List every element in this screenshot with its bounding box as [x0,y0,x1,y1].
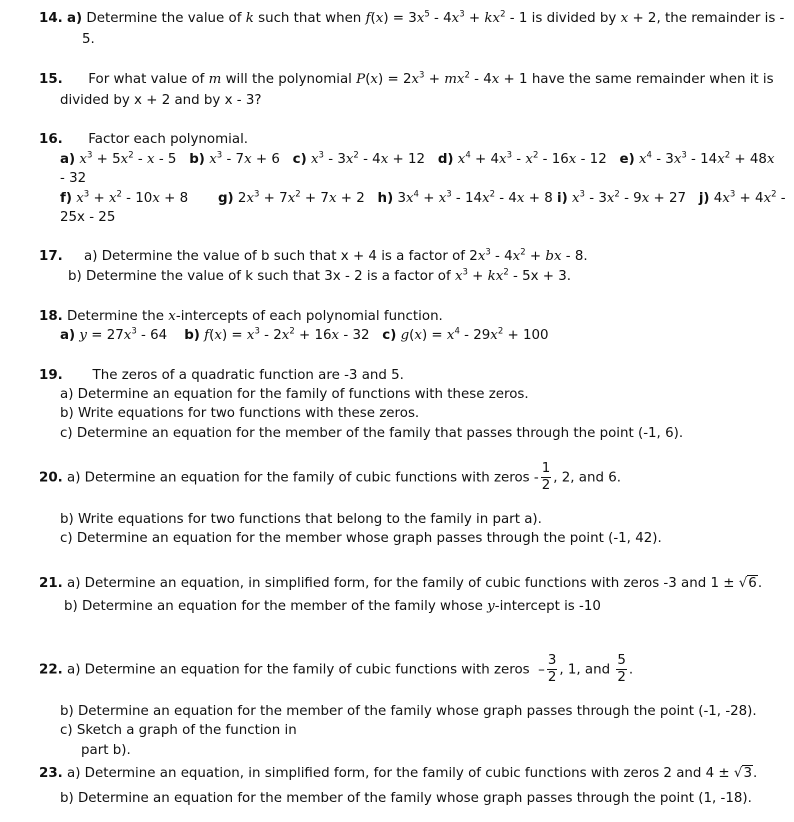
question-21-line-a: 21. a) Determine an equation, in simplified form, for the family of cubic functions with zeros -3 and 1 ± √6. [39,576,763,591]
question-23-line-a: 23. a) Determine an equation, in simplified form, for the family of cubic functions with zeros 2 and 4 ± √3. [39,766,758,781]
question-22-b: b) Determine an equation for the member of the family whose graph passes through the point (-1, -28). [60,704,757,719]
question-16-title: 16. Factor each polynomial. [39,132,249,147]
question-16-line-e-cont: - 32 [60,171,87,186]
question-17-line-a: 17. a) Determine the value of b such that x + 4 is a factor of $2x^3 - 4x^2$ + bx - 8. [39,247,588,264]
question-19-title: 19. The zeros of a quadratic function are -3 and 5. [39,368,404,383]
question-18-title: 18. Determine the x-intercepts of each polynomial function. [39,309,443,324]
question-number: 14. [39,11,63,26]
question-22-c-line-2: part b). [81,743,131,758]
question-22-line-a: 22. a) Determine an equation for the family of cubic functions with zeros – $\frac{3}{2}$ , 1, and $\frac{5}{2}$ . [39,653,634,685]
fraction: $\frac{1}{2}$ [541,461,551,493]
question-15-line-1: 15. For what value of m will the polynomial $P(x) = 2x^3 + mx^2 - 4x + 1$ have the same remainder when it is [39,70,774,87]
fraction: $\frac{5}{2}$ [617,653,626,685]
question-21-line-b: b) Determine an equation for the member of the family whose y-intercept is -10 [64,599,601,614]
fraction: $\frac{3}{2}$ [547,653,557,685]
question-23-b: b) Determine an equation for the member of the family whose graph passes through the point (1, -18). [60,791,752,806]
question-14-line-2: 5. [82,32,95,47]
question-18-parts: a) $y = 27x^3 - 64$ b) $f(x) = x^3 - 2x^2 + 16x - 32$ c) $g(x) = x^4 - 29x^2 + 100$ [60,326,549,343]
question-22-c-line-1: c) Sketch a graph of the function in [60,723,297,738]
question-20-c: c) Determine an equation for the member whose graph passes through the point (-1, 42). [60,531,662,546]
question-19-b: b) Write equations for two functions with these zeros. [60,406,420,421]
question-20-b: b) Write equations for two functions that belong to the family in part a). [60,512,542,527]
question-16-line-f-j: f) $x^3 + x^2 - 10x + 8$ g) $2x^3 + 7x^2 + 7x + 2$ h) $3x^4 + x^3 - 14x^2 - 4x + 8$ i) $x^3 - 3x^2 - 9x + 27$ j) $4x^3 + 4x^2$ - [60,189,786,206]
question-20-line-a: 20. a) Determine an equation for the family of cubic functions with zeros - $\frac{1}{2}$ , 2, and 6. [39,461,622,493]
question-19-a: a) Determine an equation for the family of functions with these zeros. [60,387,529,402]
question-16-line-a-e: a) $x^3 + 5x^2 - x - 5$ b) $x^3 - 7x + 6$ c) $x^3 - 3x^2 - 4x + 12$ d) $x^4 + 4x^3 - x^2 - 16x - 12$ e) $x^4 - 3x^3 - 14x^2 + 48x$ [60,150,775,167]
question-19-c: c) Determine an equation for the member of the family that passes through the point (-1, 6). [60,426,684,441]
question-17-line-b: b) Determine the value of k such that 3x - 2 is a factor of $x^3 + kx^2 - 5x + 3$. [68,267,572,284]
question-14-line-1: 14. a) Determine the value of k such that when $f(x) = 3x^5 - 4x^3 + kx^2 - 1$ is divided by x + 2, the remainder is - [39,9,785,26]
question-16-line-j-cont: 25x - 25 [60,210,116,225]
question-15-line-2: divided by x + 2 and by x - 3? [60,93,262,108]
